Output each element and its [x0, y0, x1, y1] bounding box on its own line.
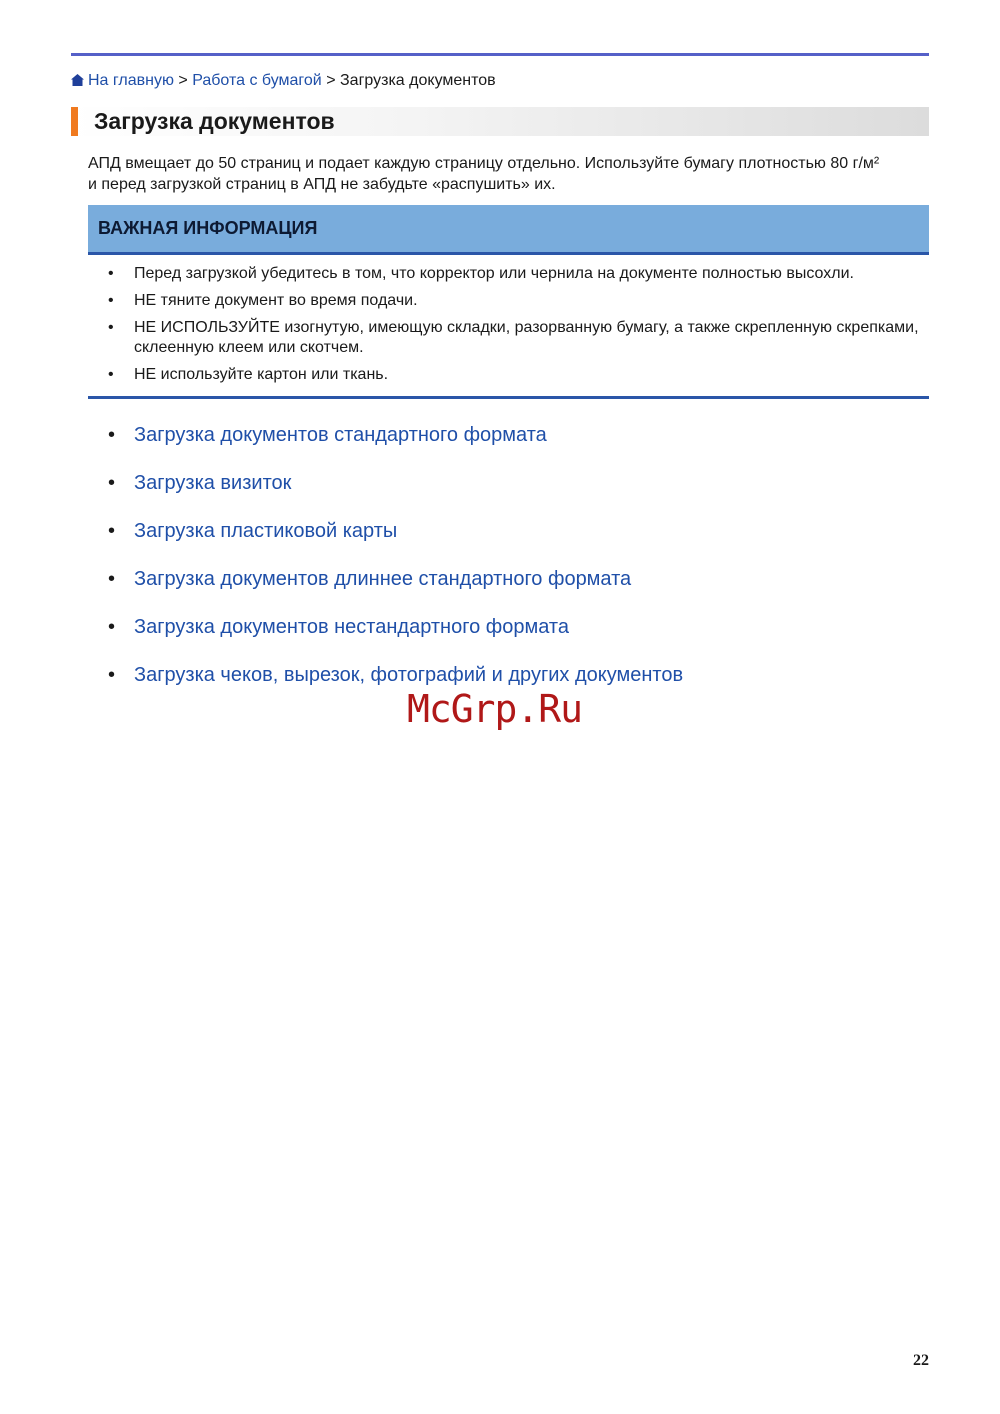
breadcrumb-separator: > — [178, 72, 188, 89]
bullet: • — [108, 568, 116, 590]
important-item — [88, 291, 929, 311]
page-number: 22 — [913, 1352, 929, 1369]
important-info-heading: ВАЖНАЯ ИНФОРМАЦИЯ — [98, 218, 318, 238]
bullet: • — [108, 319, 114, 336]
bullet: • — [108, 664, 116, 686]
important-item-text: НЕ используйте картон или ткань. — [134, 366, 389, 383]
link-business-cards[interactable]: Загрузка визиток — [134, 472, 292, 494]
important-item — [88, 318, 929, 358]
breadcrumb-current: Загрузка документов — [340, 72, 496, 89]
page-title: Загрузка документов — [94, 108, 335, 134]
intro-line: и перед загрузкой страниц в АПД не забудьте «распушить» их. — [88, 176, 556, 193]
title-bar — [71, 107, 929, 136]
intro-text — [88, 153, 933, 195]
breadcrumb-home-link[interactable]: На главную — [88, 72, 174, 89]
home-icon[interactable] — [71, 72, 84, 92]
list-item — [88, 471, 683, 496]
link-plastic-card[interactable]: Загрузка пластиковой карты — [134, 520, 398, 542]
important-item-text: НЕ ИСПОЛЬЗУЙТЕ изогнутую, имеющую складки, разорванную бумагу, а также скрепленную скрепками, склеенную клеем или скотчем. — [134, 319, 919, 356]
bullet: • — [108, 616, 116, 638]
important-info-header — [88, 205, 929, 255]
bullet: • — [108, 520, 116, 542]
list-item — [88, 423, 683, 448]
important-item-text: НЕ тяните документ во время подачи. — [134, 292, 418, 309]
list-item — [88, 663, 683, 688]
important-bottom-rule — [88, 396, 929, 399]
bullet: • — [108, 366, 114, 383]
top-rule — [71, 53, 929, 56]
breadcrumb-separator: > — [326, 72, 336, 89]
breadcrumb-parent-link[interactable]: Работа с бумагой — [192, 72, 322, 89]
title-accent-bar — [71, 107, 78, 136]
bullet: • — [108, 472, 116, 494]
watermark: McGrp.Ru — [407, 687, 583, 731]
important-info-list — [88, 264, 929, 392]
related-links-list — [88, 423, 683, 711]
list-item — [88, 567, 683, 592]
list-item — [88, 615, 683, 640]
link-standard-format[interactable]: Загрузка документов стандартного формата — [134, 424, 547, 446]
bullet: • — [108, 292, 114, 309]
bullet: • — [108, 265, 114, 282]
intro-line: АПД вмещает до 50 страниц и подает каждую страницу отдельно. Используйте бумагу плотностью 80 г/м² — [88, 155, 880, 172]
link-nonstandard-format[interactable]: Загрузка документов нестандартного формата — [134, 616, 569, 638]
link-receipts-photos[interactable]: Загрузка чеков, вырезок, фотографий и других документов — [134, 664, 684, 686]
important-item — [88, 264, 929, 284]
breadcrumb — [71, 71, 496, 92]
important-item — [88, 365, 929, 385]
list-item — [88, 519, 683, 544]
important-item-text: Перед загрузкой убедитесь в том, что корректор или чернила на документе полностью высохли. — [134, 265, 854, 282]
link-long-documents[interactable]: Загрузка документов длиннее стандартного формата — [134, 568, 632, 590]
bullet: • — [108, 424, 116, 446]
